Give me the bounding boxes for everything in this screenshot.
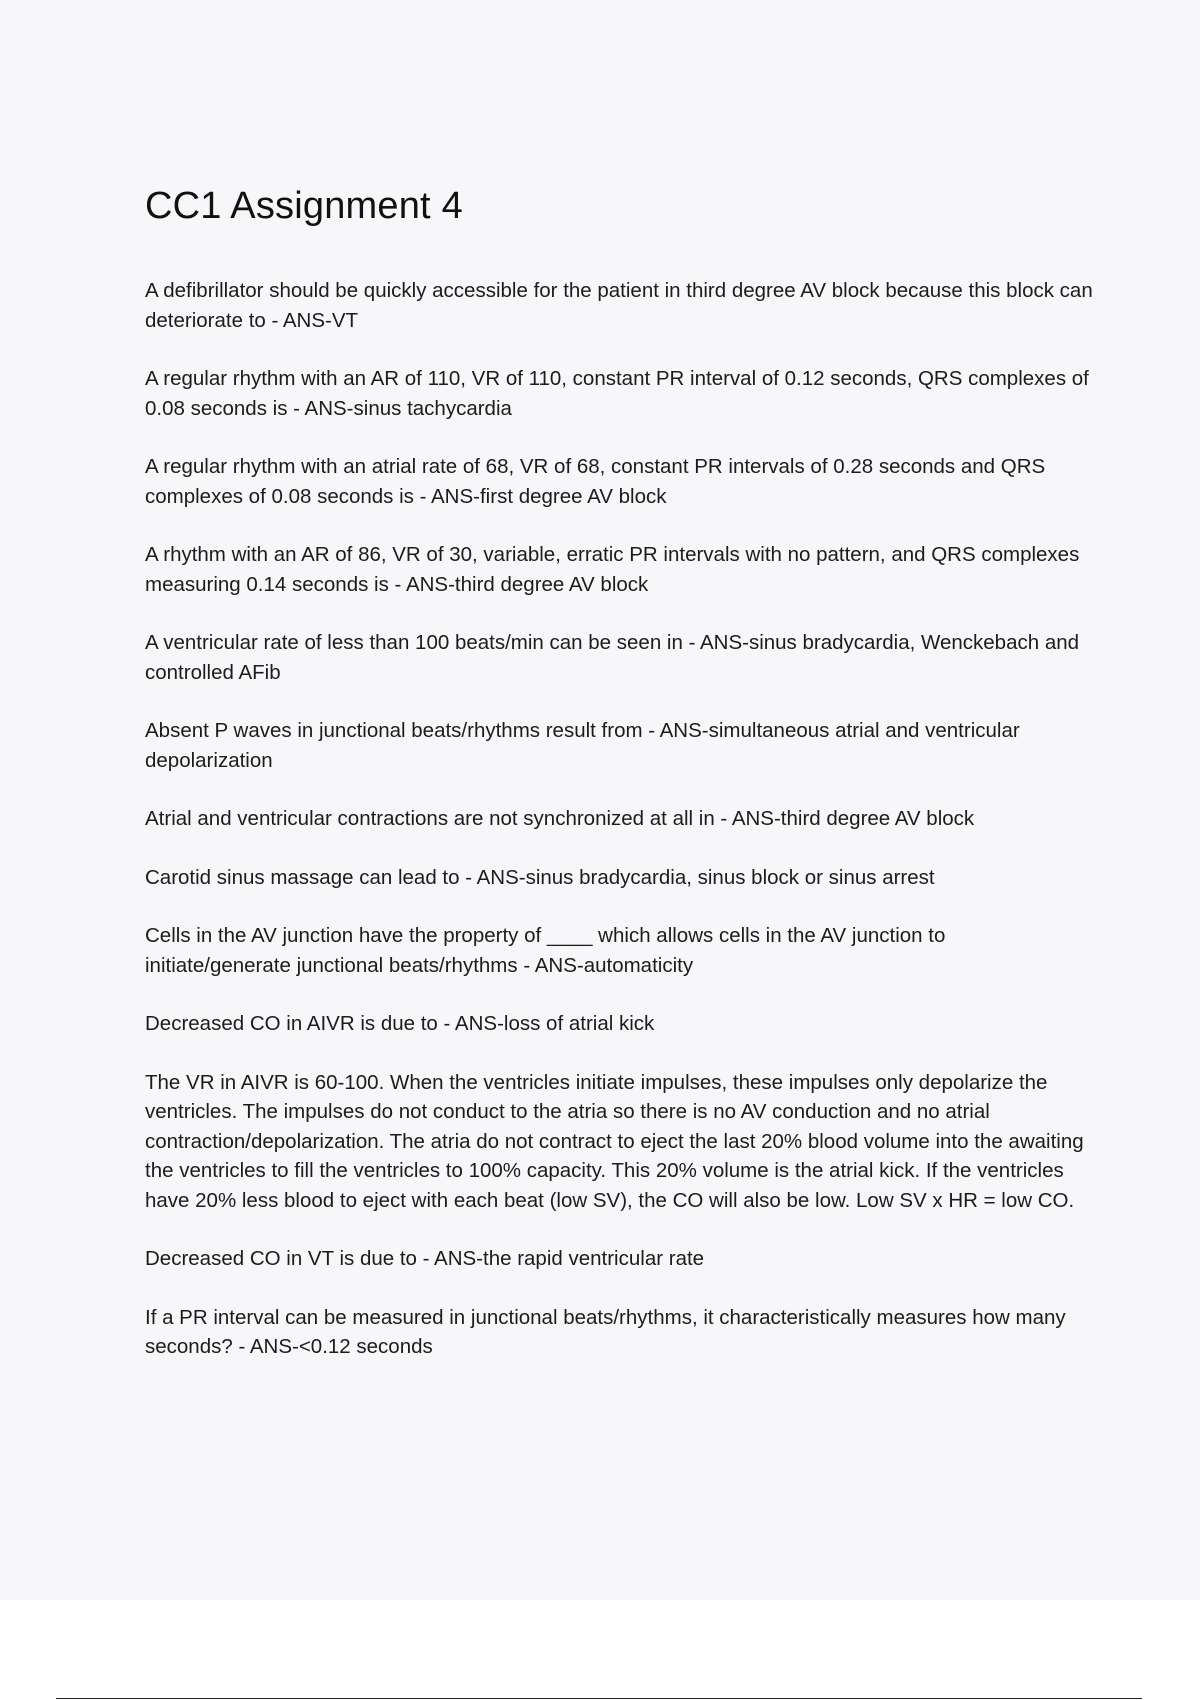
qa-entry: Absent P waves in junctional beats/rhythms result from - ANS-simultaneous atrial and ventricular depolarization xyxy=(145,719,1020,772)
document-title: CC1 Assignment 4 xyxy=(145,185,463,227)
qa-entry: Decreased CO in AIVR is due to - ANS-loss of atrial kick xyxy=(145,1012,655,1035)
qa-entry: A regular rhythm with an AR of 110, VR of 110, constant PR interval of 0.12 seconds, QRS complexes of 0.08 seconds is - ANS-sinus tachycardia xyxy=(145,367,1089,420)
document-content xyxy=(145,185,1095,1391)
qa-entry: A ventricular rate of less than 100 beats/min can be seen in - ANS-sinus bradycardia, Wenckebach and controlled AFib xyxy=(145,631,1080,684)
qa-entry: If a PR interval can be measured in junctional beats/rhythms, it characteristically measures how many seconds? - ANS-<0.12 seconds xyxy=(145,1305,1066,1358)
qa-entry: Atrial and ventricular contractions are not synchronized at all in - ANS-third degree AV block xyxy=(145,807,975,830)
qa-entry: Carotid sinus massage can lead to - ANS-sinus bradycardia, sinus block or sinus arrest xyxy=(145,865,935,889)
explanation-paragraph: The VR in AIVR is 60-100. When the ventricles initiate impulses, these impulses only depolarize the ventricles. The impulses do not conduct to the atria so there is no AV conduction and no atrial contraction/depolarization. The atria do not contract to eject the last 20% blood volume into the awaiting the ventricles to fill the ventricles to 100% capacity. This 20% volume is the atrial kick. If the ventricles have 20% less blood to eject with each beat (low SV), the CO will also be low. Low SV x HR = low CO. xyxy=(145,1070,1084,1212)
qa-entry: A rhythm with an AR of 86, VR of 30, variable, erratic PR intervals with no pattern, and QRS complexes measuring 0.14 seconds is - ANS-third degree AV block xyxy=(145,543,1080,596)
qa-entry: Decreased CO in VT is due to - ANS-the rapid ventricular rate xyxy=(145,1247,705,1270)
qa-entry: A defibrillator should be quickly accessible for the patient in third degree AV block because this block can deteriorate to - ANS-VT xyxy=(145,279,1093,332)
qa-entry: A regular rhythm with an atrial rate of 68, VR of 68, constant PR intervals of 0.28 seconds and QRS complexes of 0.08 seconds is - ANS-first degree AV block xyxy=(145,455,1046,508)
qa-entry: Cells in the AV junction have the property of ____ which allows cells in the AV junction to initiate/generate junctional beats/rhythms - ANS-automaticity xyxy=(145,924,946,977)
bottom-divider xyxy=(56,1698,1142,1699)
